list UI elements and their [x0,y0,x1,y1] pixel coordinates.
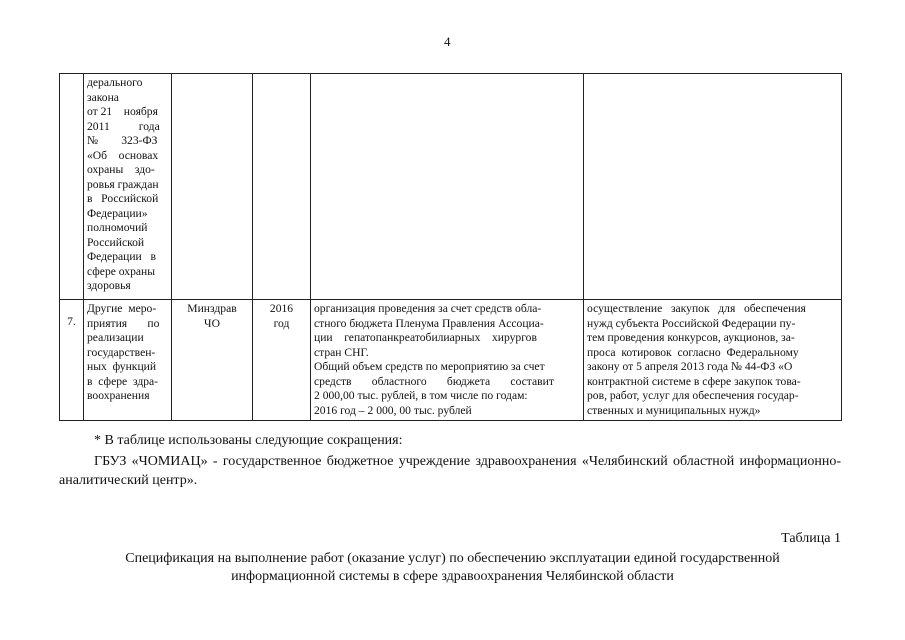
cell-line: приятия по [87,316,160,330]
cell-line: ственных и муниципальных нужд» [587,403,761,417]
cell-line: государствен- [87,345,156,359]
cell-line: ции гепатопанкреатобилиарных хирургов [314,331,537,344]
cell-line: ров, работ, услуг для обеспечения государ- [587,389,799,402]
cell-line: Минздрав [187,302,237,315]
cell-line: проса котировок согласно Федеральному [587,345,799,359]
executor-cell [172,74,253,300]
cell-line: год [273,316,290,330]
cell-line: стного бюджета Пленума Правления Ассоциа- [314,316,544,330]
cell-line: 2016 [269,302,294,315]
cell-line: Федерации в [87,250,156,263]
specification-title [40,550,865,586]
cell-line: стран СНГ. [314,345,369,359]
cell-line: дерального [87,76,143,89]
measure-cell [84,300,172,421]
cell-line: реализации [87,331,144,344]
cell-line: нужд субъекта Российской Федерации пу- [587,316,796,330]
cell-line: контрактной системе в сфере закупок това- [587,374,801,388]
page-number: 4 [444,34,451,49]
cell-line: «Об основах [87,148,159,162]
measure-cell [84,74,172,300]
row-number-cell: 7. [60,300,84,421]
result-cell [584,74,842,300]
cell-line: здоровья [87,279,131,292]
period-cell [253,74,311,300]
period-cell [253,300,311,421]
table-row [60,74,842,300]
executor-cell [172,300,253,421]
cell-line: Общий объем средств по мероприятию за счет [314,360,545,373]
cell-line: Российской [87,235,145,249]
description-cell [311,74,584,300]
specification-title-line: информационной системы в сфере здравоохранения Челябинской области [231,569,674,584]
specification-title-line: Спецификация на выполнение работ (оказание услуг) по обеспечению эксплуатации единой государственной [125,551,780,566]
table-caption: Таблица 1 [781,531,841,546]
description-cell [311,300,584,421]
result-cell [584,300,842,421]
footnote: * В таблице использованы следующие сокращения: [94,433,403,448]
measures-table [59,73,842,421]
cell-line: от 21 ноября [87,105,158,118]
cell-line: в сфере здра- [87,374,159,388]
cell-line: средств областного бюджета составит [314,374,554,388]
cell-line: в Российской [87,192,159,205]
cell-line: ных функций [87,360,157,373]
cell-line: ЧО [204,316,220,330]
cell-line: сфере охраны [87,264,156,278]
cell-line: 2016 год – 2 000, 00 тыс. рублей [314,403,472,417]
cell-line: № 323-ФЗ [87,134,158,147]
cell-line: организация проведения за счет средств обла- [314,302,542,315]
cell-line: Федерации» [87,206,148,220]
row-number-cell [60,74,84,300]
cell-line: охраны здо- [87,163,155,176]
cell-line: 2 000,00 тыс. рублей, в том числе по годам: [314,389,528,402]
cell-line: осуществление закупок для обеспечения [587,302,806,315]
cell-line: полномочий [87,221,148,234]
cell-line: закону от 5 апреля 2013 года № 44-ФЗ «О [587,360,793,373]
cell-line: воохранения [87,389,150,402]
cell-line: 2011 года [87,119,160,133]
cell-line: тем проведения конкурсов, аукционов, за- [587,331,795,344]
cell-line: Другие меро- [87,302,157,315]
table-row [60,300,842,421]
cell-line: закона [87,90,119,104]
cell-line: ровья граждан [87,177,159,191]
abbreviation-text: ГБУЗ «ЧОМИАЦ» - государственное бюджетное учреждение здравоохранения «Челябинский областной информационно-аналитический центр». [59,454,841,488]
